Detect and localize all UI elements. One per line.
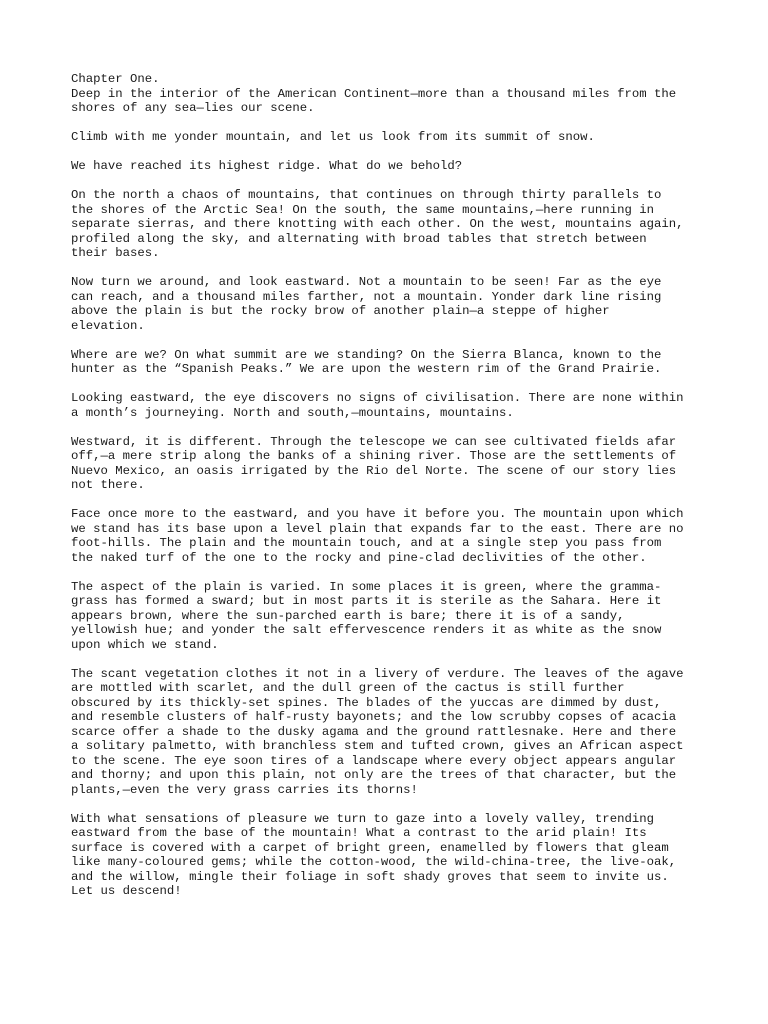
paragraph-11: The scant vegetation clothes it not in a livery of verdure. The leaves of the agave are mottled with scarlet, and the dull green of the cactus is still further obscured by its thickly-set spines. The blades of the yuccas are dimmed by dust, and resemble clusters of half-rusty bayonets; and the low scrubby copses of acacia scarce offer a shade to the dusky agama and the ground rattlesnake. Here and there a solitary palmetto, with branchless stem and tufted crown, gives an African aspect to the scene. The eye soon tires of a landscape where every object appears angular and thorny; and upon this plain, not only are the trees of that character, but the plants,—even the very grass carries its thorns! <box>71 666 684 797</box>
paragraph-12: With what sensations of pleasure we turn to gaze into a lovely valley, trending eastward from the base of the mountain! What a contrast to the arid plain! Its surface is covered with a carpet of bright green, enamelled by flowers that gleam like many-coloured gems; while the cotton-wood, the wild-china-tree, the live-oak, and the willow, mingle their foliage in soft shady groves that seem to invite us. Let us descend! <box>71 811 677 898</box>
document-page <box>71 72 711 913</box>
chapter-heading: Chapter One. <box>71 72 160 86</box>
paragraph-10: The aspect of the plain is varied. In some places it is green, where the gramma- grass has formed a sward; but in most parts it is sterile as the Sahara. Here it appears brown, where the sun-parched earth is bare; there it is of a sandy, yellowish hue; and yonder the salt effervescence renders it as white as the snow upon which we stand. <box>71 579 662 652</box>
paragraph-9: Face once more to the eastward, and you have it before you. The mountain upon which we stand has its base upon a level plain that expands far to the east. There are no foot-hills. The plain and the mountain touch, and at a single step you pass from the naked turf of the one to the rocky and pine-clad declivities of the other. <box>71 507 684 565</box>
paragraph-1: Deep in the interior of the American Continent—more than a thousand miles from the shores of any sea—lies our scene. <box>71 86 677 115</box>
paragraph-6: Where are we? On what summit are we standing? On the Sierra Blanca, known to the hunter as the “Spanish Peaks.” We are upon the western rim of the Grand Prairie. <box>71 347 662 376</box>
paragraph-5: Now turn we around, and look eastward. Not a mountain to be seen! Far as the eye can reach, and a thousand miles farther, not a mountain. Yonder dark line rising above the plain is but the rocky brow of another plain—a steppe of higher elevation. <box>71 275 662 333</box>
paragraph-4: On the north a chaos of mountains, that continues on through thirty parallels to the shores of the Arctic Sea! On the south, the same mountains,—here running in separate sierras, and there knotting with each other. On the west, mountains again, profiled along the sky, and alternating with broad tables that stretch between their bases. <box>71 188 684 260</box>
paragraph-2: Climb with me yonder mountain, and let us look from its summit of snow. <box>71 130 595 144</box>
paragraph-8: Westward, it is different. Through the telescope we can see cultivated fields afar off,—a mere strip along the banks of a shining river. Those are the settlements of Nuevo Mexico, an oasis irrigated by the Rio del Norte. The scene of our story lies not there. <box>71 434 677 492</box>
paragraph-7: Looking eastward, the eye discovers no signs of civilisation. There are none within a month’s journeying. North and south,—mountains, mountains. <box>71 391 684 420</box>
paragraph-3: We have reached its highest ridge. What do we behold? <box>71 159 463 173</box>
